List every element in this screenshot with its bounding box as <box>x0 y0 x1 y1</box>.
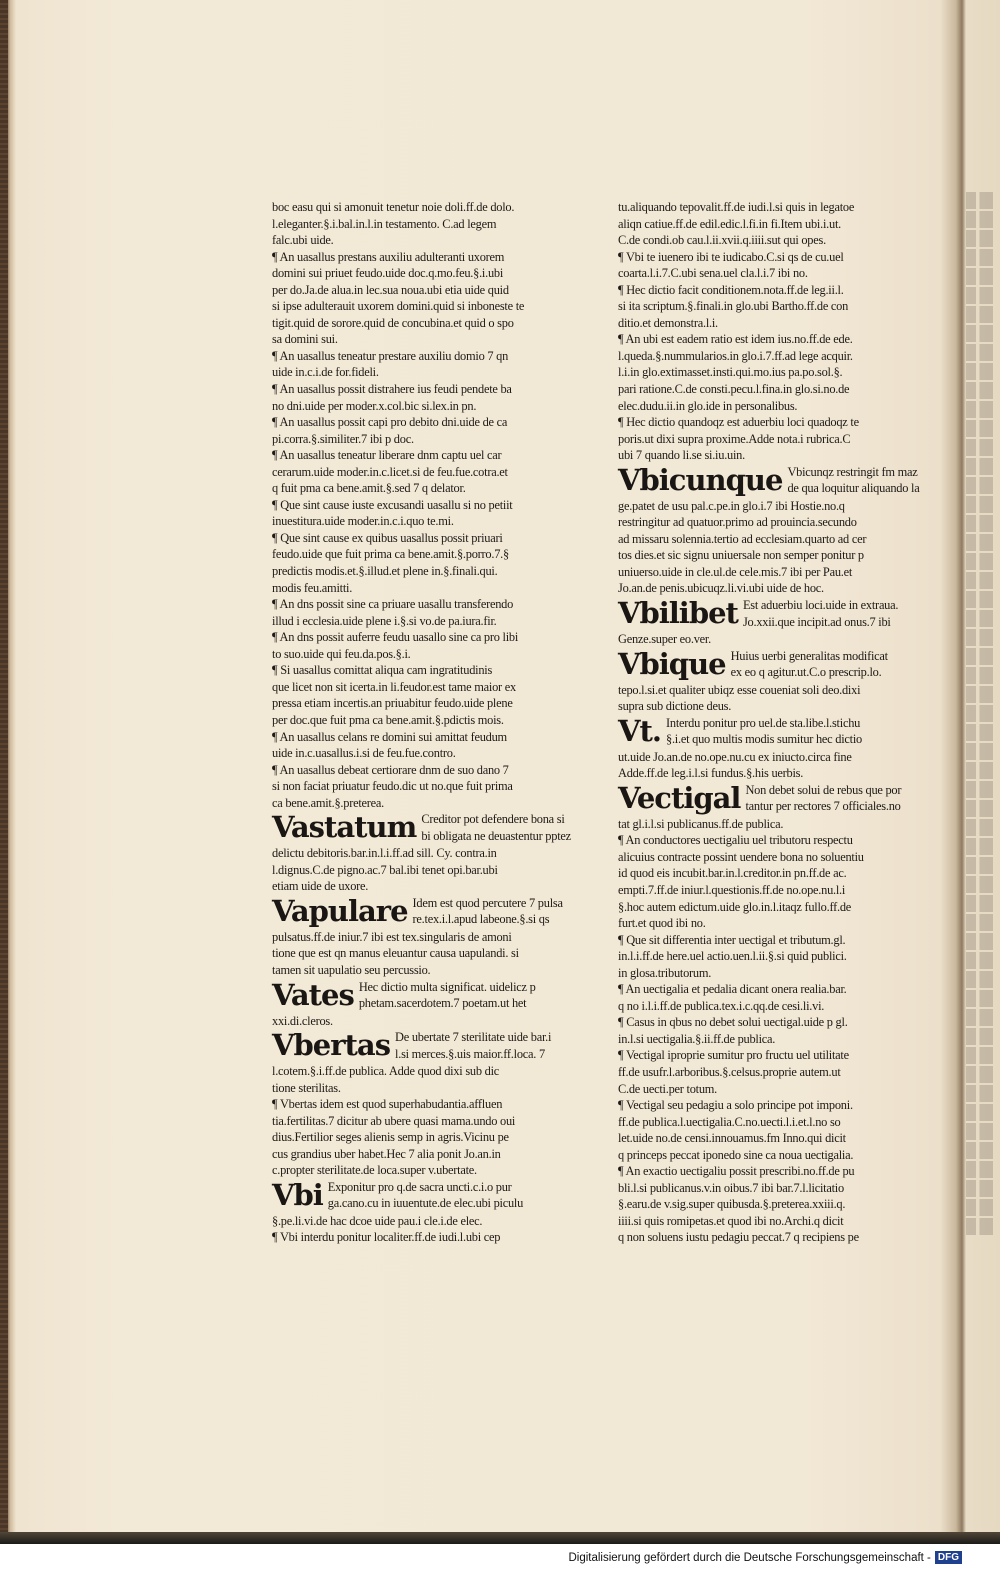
next-page-text-fragment <box>966 1066 1000 1083</box>
text-line: Hec dictio multa significat. uidelicz p <box>358 979 536 994</box>
next-page-text-fragment <box>966 344 1000 361</box>
entry-heading <box>272 1029 562 1063</box>
text-line: ¶ Que sit differentia inter uectigal et tributum.gl. <box>618 932 846 947</box>
next-page-text-fragment <box>966 401 1000 418</box>
text-line: ¶ An conductores uectigaliu uel tributoru respectu <box>618 833 853 848</box>
text-line: ¶ An uasallus celans re domini sui amittat feudum <box>272 729 507 744</box>
text-line: ex eo q agitur.ut.C.o prescrip.lo. <box>730 665 882 680</box>
text-line: iiii.si quis romipetas.et quod ibi no.Archi.q dicit <box>618 1213 844 1228</box>
next-page-text-fragment <box>966 1104 1000 1121</box>
next-page-text-fragment <box>966 1009 1000 1026</box>
footer-bar <box>0 1544 1000 1571</box>
text-line: Vbicunqz restringit fm maz <box>787 464 918 479</box>
text-line: boc easu qui si amonuit tenetur noie doli.ff.de dolo. <box>272 200 515 214</box>
text-line: uide in.c.i.de for.fideli. <box>272 365 379 380</box>
next-page-text-fragment <box>966 857 1000 874</box>
text-line: ff.de publica.l.uectigalia.C.no.uecti.l.i.et.l.no so <box>618 1114 841 1129</box>
text-line: si non faciat priuatur feudo.dic ut no.que fuit prima <box>272 779 513 794</box>
next-page-text-fragment <box>966 534 1000 551</box>
next-page-text-fragment <box>966 1028 1000 1045</box>
text-line: ¶ An dns possit auferre feudu uasallo sine ca pro libi <box>272 630 519 645</box>
text-line: no dni.uide per moder.x.col.bic si.lex.in pn. <box>272 398 477 413</box>
text-line: C.de condi.ob cau.l.ii.xvii.q.iiii.sut qui opes. <box>618 233 826 248</box>
dfg-logo: DFG <box>935 1551 962 1564</box>
next-page-text-fragment <box>966 325 1000 342</box>
text-line: ¶ An uasallus teneatur liberare dnm captu uel car <box>272 448 502 463</box>
text-line: Genze.super eo.ver. <box>618 632 711 647</box>
text-line: §.earu.de v.sig.super quibusda.§.preterea.xxiii.q. <box>618 1197 846 1212</box>
text-line: ¶ Que sint cause ex quibus uasallus possit priuari <box>272 530 503 545</box>
next-page-text-fragment <box>966 990 1000 1007</box>
text-line: etiam uide de uxore. <box>272 879 369 894</box>
next-page-text-fragment <box>966 230 1000 247</box>
text-line: tigit.quid de sorore.quid de concubina.et quid o spo <box>272 315 514 330</box>
text-line: ¶ Hec dictio facit conditionem.nota.ff.de leg.ii.l. <box>618 282 844 297</box>
next-page-text-fragment <box>966 211 1000 228</box>
next-page-text-fragment <box>966 1047 1000 1064</box>
text-line: ff.de usufr.l.arboribus.§.celsus.proprie autem.ut <box>618 1064 841 1079</box>
text-line: pi.corra.§.similiter.7 ibi p doc. <box>272 431 414 446</box>
text-line: l.eleganter.§.i.bal.in.l.in testamento. C.ad legem <box>272 216 497 231</box>
text-line: ¶ An uasallus possit distrahere ius feudi pendete ba <box>272 382 512 397</box>
text-line: ubi 7 quando li.se si.iu.uin. <box>618 448 745 463</box>
text-line: bli.l.si publicanus.v.in oibus.7 ibi bar.7.l.licitatio <box>618 1180 844 1195</box>
text-line: domini sui priuet feudo.uide doc.q.mo.feu.§.i.ubi <box>272 266 504 281</box>
text-line: Jo.xxii.que incipit.ad onus.7 ibi <box>742 614 891 629</box>
text-line: ¶ An uasallus possit capi pro debito dni.uide de ca <box>272 415 508 430</box>
text-line: sa domini sui. <box>272 332 338 347</box>
headword: Vates <box>272 977 354 1012</box>
next-page-text-fragment <box>966 477 1000 494</box>
text-line: Est aduerbiu loci.uide in extraua. <box>742 598 899 613</box>
text-line: in.l.si uectigalia.§.ii.ff.de publica. <box>618 1031 776 1046</box>
headword: Vastatum <box>272 810 417 845</box>
text-line: tione que est qn manus eleuantur causa uapulandi. si <box>272 946 519 961</box>
next-page-text-fragment <box>966 591 1000 608</box>
text-line: tat gl.i.l.si publicanus.ff.de publica. <box>618 816 784 831</box>
entry-heading <box>618 648 910 682</box>
text-line: ¶ An dns possit sine ca priuare uasallu transferendo <box>272 597 514 612</box>
text-line: predictis modis.et.§.illud.et plene in.§.finali.qui. <box>272 564 498 579</box>
text-line: si ipse adulterauit uxorem domini.quid si inboneste te <box>272 299 525 314</box>
next-page-text-fragment <box>966 553 1000 570</box>
text-line: bi obligata ne deuastentur pptez <box>421 828 571 843</box>
entry-heading <box>618 597 910 631</box>
text-line: ¶ Que sint cause iuste excusandi uasallu si no petiit <box>272 497 513 512</box>
headword: Vbicunque <box>618 462 783 497</box>
text-line: delictu debitoris.bar.in.l.i.ff.ad sill. Cy. contra.in <box>272 846 497 861</box>
text-line: cerarum.uide moder.in.c.licet.si de feu.fue.cotra.et <box>272 464 508 479</box>
text-line: modis feu.amitti. <box>272 580 353 595</box>
text-line: ¶ Casus in qbus no debet solui uectigal.uide p gl. <box>618 1015 848 1030</box>
next-page-text-fragment <box>966 686 1000 703</box>
next-page-text-fragment <box>966 249 1000 266</box>
entry-heading <box>272 895 562 929</box>
next-page-text-fragment <box>966 1199 1000 1216</box>
headword: Vbi <box>272 1177 323 1212</box>
text-line: pulsatus.ff.de iniur.7 ibi est tex.singularis de amoni <box>272 929 512 944</box>
text-line: q non soluens iustu pedagiu peccat.7 q recipiens pe <box>618 1230 859 1245</box>
next-page-edge <box>966 190 1000 1390</box>
text-line: falc.ubi uide. <box>272 233 334 248</box>
next-page-text-fragment <box>966 876 1000 893</box>
text-line: ¶ Si uasallus comittat aliqua cam ingratitudinis <box>272 663 493 678</box>
text-line: in.l.i.ff.de here.uel actio.uen.l.ii.§.si quid publici. <box>618 949 847 964</box>
text-line: ¶ An uasallus teneatur prestare auxiliu domio 7 qn <box>272 348 509 363</box>
text-line: tantur per rectores 7 officiales.no <box>745 799 901 814</box>
text-line: §.i.et quo multis modis sumitur hec dictio <box>666 732 862 747</box>
text-line: uniuerso.uide in cle.ul.de cele.mis.7 ibi per Pau.et <box>618 564 853 579</box>
funding-notice: Digitalisierung gefördert durch die Deutsche Forschungsgemeinschaft - <box>568 1551 931 1564</box>
text-line: illud i ecclesia.uide plene i.§.si vo.de pa.iura.fir. <box>272 613 497 628</box>
next-page-text-fragment <box>966 458 1000 475</box>
entry-heading <box>618 715 910 749</box>
text-line: q no i.l.i.ff.de publica.tex.i.c.qq.de cesi.li.vi. <box>618 998 825 1013</box>
next-page-text-fragment <box>966 420 1000 437</box>
next-page-text-fragment <box>966 1180 1000 1197</box>
entry-heading <box>272 979 562 1013</box>
text-line: alicuius contracte possint uendere bona no soluentiu <box>618 849 864 864</box>
text-line: ¶ Vbertas idem est quod superhabudantia.affluen <box>272 1097 503 1112</box>
text-line: ¶ Vectigal iproprie sumitur pro fructu uel utilitate <box>618 1048 849 1063</box>
text-line: xxi.di.cleros. <box>272 1013 333 1028</box>
text-line: ¶ An exactio uectigaliu possit prescribi.no.ff.de pu <box>618 1164 855 1179</box>
next-page-text-fragment <box>966 287 1000 304</box>
next-page-text-fragment <box>966 439 1000 456</box>
next-page-text-fragment <box>966 895 1000 912</box>
text-line: poris.ut dixi supra proxime.Adde nota.i rubrica.C <box>618 431 851 446</box>
next-page-text-fragment <box>966 933 1000 950</box>
text-line: ditio.et demonstra.l.i. <box>618 315 718 330</box>
text-line: l.i.in glo.extimasset.insti.qui.mo.ius pa.po.sol.§. <box>618 365 843 380</box>
text-line: ¶ An ubi est eadem ratio est idem ius.no.ff.de ede. <box>618 332 853 347</box>
text-line: ge.patet de usu pal.c.pe.in glo.i.7 ibi Hostie.no.q <box>618 498 845 513</box>
entry-heading <box>272 1179 562 1213</box>
next-page-text-fragment <box>966 363 1000 380</box>
text-line: l.cotem.§.i.ff.de publica. Adde quod dixi sub dic <box>272 1064 500 1079</box>
text-line: tione sterilitas. <box>272 1080 341 1095</box>
next-page-text-fragment <box>966 1218 1000 1235</box>
next-page-text-fragment <box>966 1161 1000 1178</box>
text-line: Creditor pot defendere bona si <box>421 812 565 827</box>
text-line: l.si merces.§.uis maior.ff.loca. 7 <box>395 1046 545 1061</box>
next-page-text-fragment <box>966 819 1000 836</box>
entry-heading <box>618 462 920 498</box>
text-line: elec.dudu.ii.in glo.ide in personalibus. <box>618 398 798 413</box>
text-line: tia.fertilitas.7 dicitur ab ubere quasi mama.undo oui <box>272 1113 516 1128</box>
next-page-text-fragment <box>966 648 1000 665</box>
text-line: tos dies.et sic signu uniuersale non semper ponitur p <box>618 548 864 563</box>
text-line: restringitur ad quatuor.primo ad prouincia.secundo <box>618 515 857 530</box>
text-line: tu.aliquando tepovalit.ff.de iudi.l.si quis in legatoe <box>618 200 855 214</box>
headword: Vbique <box>618 646 726 681</box>
text-line: l.queda.§.nummularios.in glo.i.7.ff.ad lege acquir. <box>618 348 853 363</box>
text-line: que licet non sit icerta.in li.feudor.est tame maior ex <box>272 679 516 694</box>
text-line: coarta.l.i.7.C.ubi sena.uel cla.l.i.7 ibi no. <box>618 266 808 281</box>
text-line: ga.cano.cu in iuuentute.de elec.ubi piculu <box>327 1196 524 1211</box>
text-line: Jo.an.de penis.ubicuqz.li.vi.ubi uide de hoc. <box>618 581 824 596</box>
text-line: Interdu ponitur pro uel.de sta.libe.l.stichu <box>666 715 861 730</box>
text-line: pressa etiam incertis.an priuabitur feudo.uide plene <box>272 696 513 711</box>
text-line: Non debet solui de rebus que por <box>745 782 902 797</box>
next-page-text-fragment <box>966 382 1000 399</box>
next-page-text-fragment <box>966 762 1000 779</box>
text-line: §.pe.li.vi.de hac dcoe uide pau.i cle.i.de elec. <box>272 1213 483 1228</box>
headword: Vectigal <box>618 780 741 815</box>
book-spine-edge <box>0 0 8 1538</box>
text-line: Exponitur pro q.de sacra uncti.c.i.o pur <box>327 1179 512 1194</box>
text-line: empti.7.ff.de iniur.l.questionis.ff.de no.ope.nu.l.i <box>618 882 846 897</box>
text-line: De ubertate 7 sterilitate uide bar.i <box>395 1030 552 1045</box>
text-line: to suo.uide qui feu.da.pos.§.i. <box>272 646 411 661</box>
next-page-text-fragment <box>966 610 1000 627</box>
text-line: de qua loquitur aliquando la <box>787 481 920 496</box>
next-page-text-fragment <box>966 971 1000 988</box>
next-page-text-fragment <box>966 743 1000 760</box>
text-line: ca bene.amit.§.preterea. <box>272 795 384 810</box>
text-line: per do.Ja.de alua.in lec.sua noua.ubi etia uide quid <box>272 282 509 297</box>
text-line: uide in.c.uasallus.i.si de feu.fue.contro. <box>272 746 456 761</box>
text-line: l.dignus.C.de pigno.ac.7 bal.ibi tenet opi.bar.ubi <box>272 862 498 877</box>
text-line: si ita scriptum.§.finali.in glo.ubi Bartho.ff.de con <box>618 299 849 314</box>
next-page-text-fragment <box>966 306 1000 323</box>
entry-heading <box>272 810 571 845</box>
text-line: inuestitura.uide moder.in.c.i.quo te.mi. <box>272 514 454 529</box>
text-line: ¶ An uasallus debeat certiorare dnm de suo dano 7 <box>272 762 509 777</box>
next-page-text-fragment <box>966 572 1000 589</box>
text-line: feudo.uide que fuit prima ca bene.amit.§.porro.7.§ <box>272 547 509 562</box>
text-line: cus grandius uber habet.Hec 7 alia ponit Jo.an.in <box>272 1146 501 1161</box>
next-page-text-fragment <box>966 629 1000 646</box>
text-line: per doc.que fuit pma ca bene.amit.§.pdictis mois. <box>272 712 504 727</box>
text-line: q princeps peccat iponedo sine ca noua uectigalia. <box>618 1147 854 1162</box>
next-page-text-fragment <box>966 1123 1000 1140</box>
next-page-text-fragment <box>966 496 1000 513</box>
text-line: furt.et quod ibi no. <box>618 916 706 931</box>
text-line: ¶ Vectigal seu pedagiu a solo principe pot imponi. <box>618 1098 853 1113</box>
text-line: dius.Fertilior seges alienis semp in agris.Vicinu pe <box>272 1130 509 1145</box>
headword: Vbertas <box>272 1028 391 1063</box>
text-line: ¶ An uectigalia et pedalia dicant onera realia.bar. <box>618 982 847 997</box>
text-line: aliqn catiue.ff.de edil.edic.l.fi.in fi.Item ubi.i.ut. <box>618 216 841 231</box>
next-page-text-fragment <box>966 724 1000 741</box>
scan-bottom-shadow <box>0 1532 1000 1544</box>
headword: Vbilibet <box>618 596 738 631</box>
next-page-text-fragment <box>966 1085 1000 1102</box>
right-text-column <box>618 199 920 1246</box>
text-line: c.propter sterilitate.de loca.super v.ubertate. <box>272 1163 477 1178</box>
text-line: C.de uecti.per totum. <box>618 1081 718 1096</box>
headword: Vt. <box>618 713 661 748</box>
text-line: ¶ Vbi interdu ponitur localiter.ff.de iudi.l.ubi cep <box>272 1230 501 1245</box>
text-line: re.tex.i.l.apud labeone.§.si qs <box>412 912 550 927</box>
text-line: q fuit pma ca bene.amit.§.sed 7 q delator. <box>272 481 466 496</box>
next-page-text-fragment <box>966 800 1000 817</box>
text-line: ¶ An uasallus prestans auxiliu adulteranti uxorem <box>272 249 505 264</box>
text-line: pari ratione.C.de consti.pecu.l.fina.in glo.si.no.de <box>618 382 850 397</box>
text-line: Idem est quod percutere 7 pulsa <box>412 895 563 910</box>
next-page-text-fragment <box>966 1142 1000 1159</box>
text-line: supra sub dictione deus. <box>618 699 732 714</box>
entry-heading <box>618 782 910 816</box>
text-line: Adde.ff.de leg.i.l.si fundus.§.his uerbis. <box>618 766 804 781</box>
text-line: Huius uerbi generalitas modificat <box>730 648 888 663</box>
text-line: in glosa.tributorum. <box>618 965 712 980</box>
left-text-column <box>272 199 571 1246</box>
text-line: tepo.l.si.et qualiter ubiqz esse coueniat soli deo.dixi <box>618 682 861 697</box>
text-line: ad missaru solennia.tertio ad ecclesiam.quarto ad cer <box>618 531 867 546</box>
text-line: tamen sit uapulatio seu percussio. <box>272 962 431 977</box>
text-line: §.hoc autem edictum.uide glo.in.l.itaqz fullo.ff.de <box>618 899 852 914</box>
text-line: phetam.sacerdotem.7 poetam.ut het <box>358 996 527 1011</box>
next-page-text-fragment <box>966 781 1000 798</box>
next-page-text-fragment <box>966 192 1000 209</box>
headword: Vapulare <box>272 893 408 928</box>
next-page-text-fragment <box>966 705 1000 722</box>
next-page-text-fragment <box>966 914 1000 931</box>
text-line: let.uide no.de censi.innouamus.fm Inno.qui dicit <box>618 1131 846 1146</box>
text-line: ut.uide Jo.an.de no.ope.nu.cu ex iniucto.circa fine <box>618 749 852 764</box>
next-page-text-fragment <box>966 268 1000 285</box>
text-line: id quod eis incubit.bar.in.l.creditor.in pn.ff.de ac. <box>618 866 847 881</box>
next-page-text-fragment <box>966 667 1000 684</box>
next-page-text-fragment <box>966 838 1000 855</box>
next-page-text-fragment <box>966 952 1000 969</box>
text-line: ¶ Hec dictio quandoqz est aduerbiu loci quadoqz te <box>618 415 859 430</box>
text-line: ¶ Vbi te iuenero ibi te iudicabo.C.si qs de cu.uel <box>618 249 844 264</box>
next-page-text-fragment <box>966 515 1000 532</box>
